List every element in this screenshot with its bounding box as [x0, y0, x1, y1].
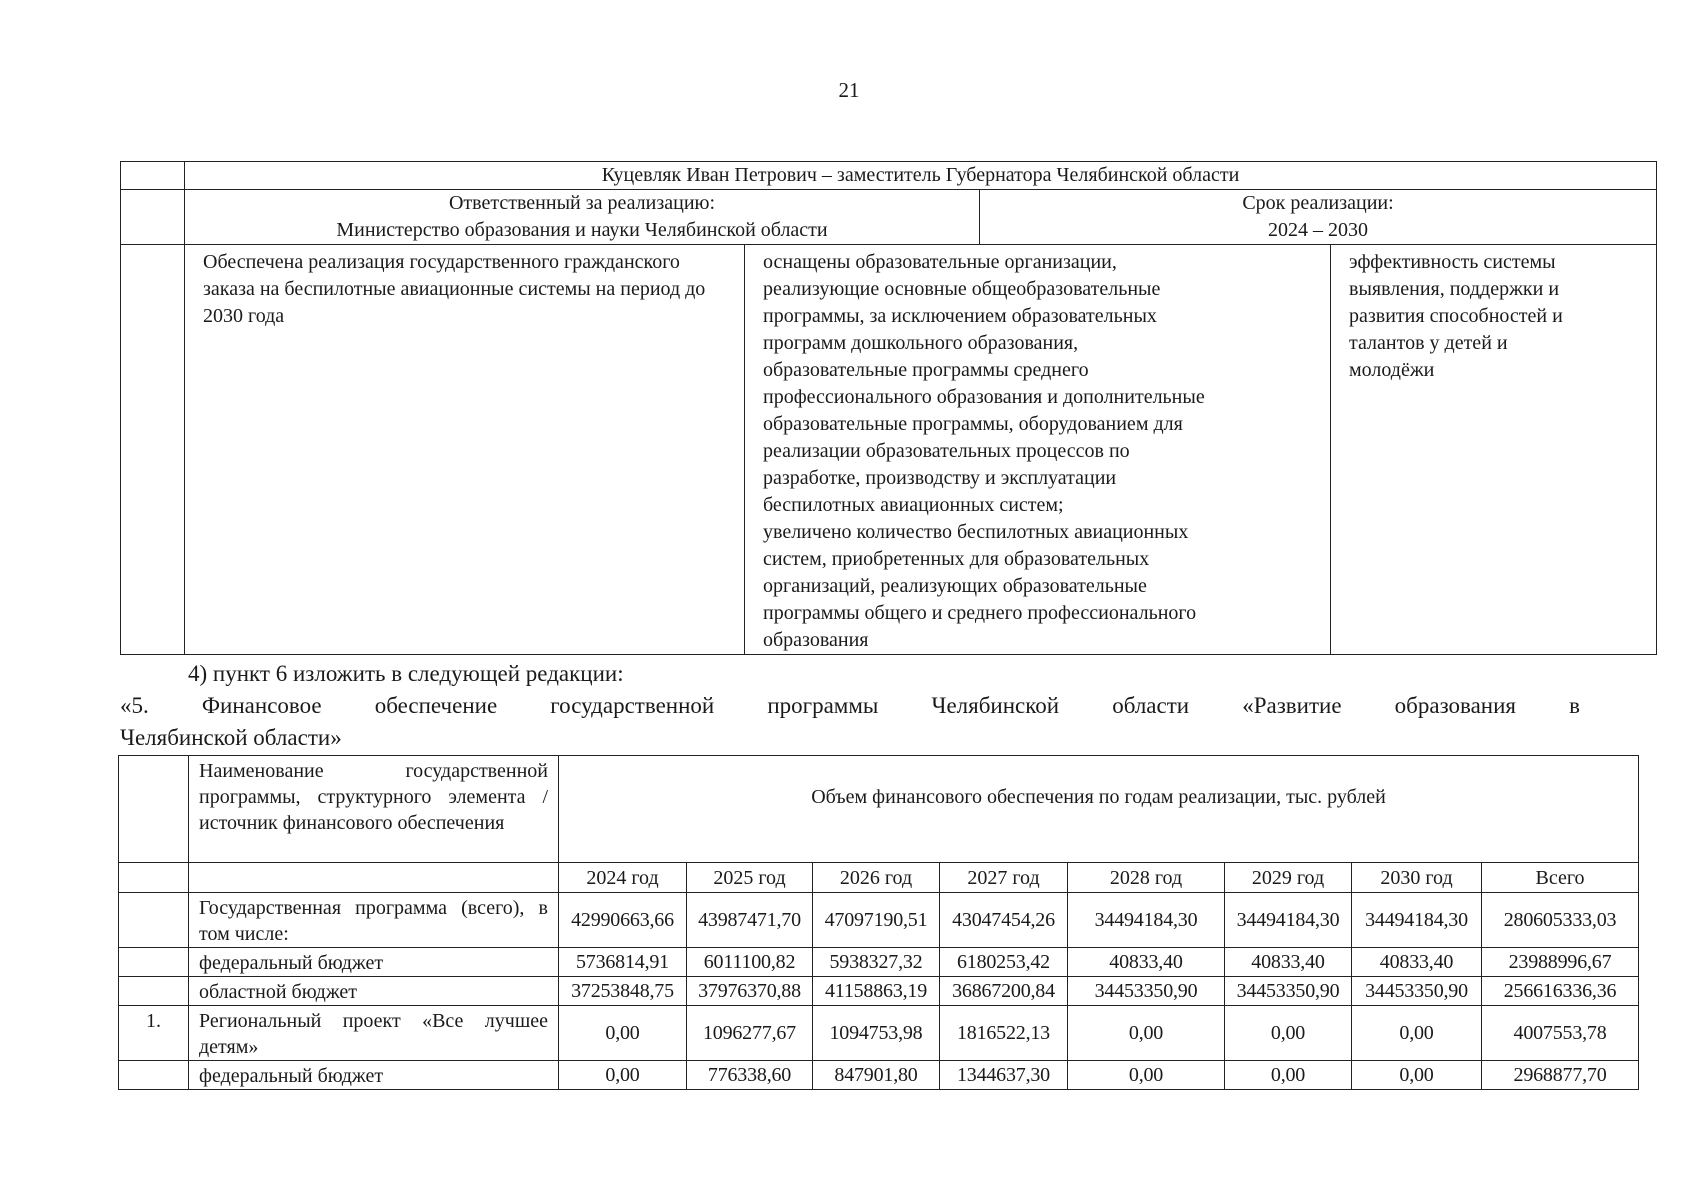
result-line: организаций, реализующих образовательные [763, 575, 1147, 597]
empty-cell [121, 245, 185, 655]
table-row [119, 893, 1639, 948]
result-line: систем, приобретенных для образовательных [763, 548, 1150, 570]
value-cell: 34494184,30 [1225, 893, 1352, 948]
indicator-line: талантов у детей и [1349, 332, 1508, 354]
structural-element-table [120, 161, 1657, 655]
result-line: оснащены образовательные организации, [763, 251, 1117, 273]
table-row [119, 977, 1639, 1006]
table-row [119, 1006, 1639, 1061]
volume-header: Объем финансового обеспечения по годам реализации, тыс. рублей [559, 756, 1639, 863]
responsible-value: Министерство образования и науки Челябинской области [336, 219, 828, 241]
term-cell [980, 190, 1657, 245]
empty-cell [121, 162, 185, 190]
table-row [119, 1061, 1639, 1090]
term-label: Срок реализации: [1242, 192, 1394, 214]
result-line: образования [763, 629, 869, 651]
amendment-item: 4) пункт 6 изложить в следующей редакции: [188, 661, 624, 686]
value-cell: 43047454,26 [940, 893, 1068, 948]
total-cell: 280605333,03 [1482, 893, 1639, 948]
value-cell: 40833,40 [1352, 948, 1482, 977]
total-cell: 23988996,67 [1482, 948, 1639, 977]
row-number [119, 948, 189, 977]
result-line: реализации образовательных процессов по [763, 440, 1130, 462]
value-cell: 0,00 [1225, 1061, 1352, 1090]
year-header: 2025 год [687, 863, 813, 893]
year-header: 2027 год [940, 863, 1068, 893]
value-cell: 36867200,84 [940, 977, 1068, 1006]
value-cell: 0,00 [1352, 1006, 1482, 1061]
value-cell: 1094753,98 [813, 1006, 940, 1061]
value-cell: 34453350,90 [1352, 977, 1482, 1006]
result-line: программ дошкольного образования, [763, 332, 1079, 354]
total-cell: 256616336,36 [1482, 977, 1639, 1006]
value-cell: 0,00 [1068, 1006, 1225, 1061]
row-name: Государственная программа (всего), в том числе: [189, 893, 559, 948]
value-cell: 34453350,90 [1225, 977, 1352, 1006]
value-cell: 0,00 [1352, 1061, 1482, 1090]
result-line: профессионального образования и дополнительные [763, 386, 1205, 408]
page-number: 21 [838, 78, 860, 102]
value-cell: 5938327,32 [813, 948, 940, 977]
table-row [119, 948, 1639, 977]
value-cell: 0,00 [559, 1006, 687, 1061]
indicator-line: развития способностей и [1349, 305, 1563, 327]
result-line: образовательные программы среднего [763, 359, 1089, 381]
section-heading-line1: «5. Финансовое обеспечение государственной программы Челябинской области «Развитие образования в [120, 693, 1580, 718]
year-header: 2029 год [1225, 863, 1352, 893]
row-name: Региональный проект «Все лучшее детям» [189, 1006, 559, 1061]
value-cell: 43987471,70 [687, 893, 813, 948]
value-cell: 34453350,90 [1068, 977, 1225, 1006]
value-cell: 847901,80 [813, 1061, 940, 1090]
value-cell: 6180253,42 [940, 948, 1068, 977]
financing-table [118, 755, 1639, 1090]
result-line: увеличено количество беспилотных авиационных [763, 521, 1189, 543]
total-header: Всего [1482, 863, 1639, 893]
value-cell: 5736814,91 [559, 948, 687, 977]
year-header: 2026 год [813, 863, 940, 893]
value-cell: 41158863,19 [813, 977, 940, 1006]
responsible-cell [185, 190, 980, 245]
value-cell: 1816522,13 [940, 1006, 1068, 1061]
responsible-label: Ответственный за реализацию: [448, 192, 716, 214]
value-cell: 37976370,88 [687, 977, 813, 1006]
result-line: программы общего и среднего профессионального [763, 602, 1197, 624]
year-header: 2028 год [1068, 863, 1225, 893]
result-line: разработке, производству и эксплуатации [763, 467, 1117, 489]
row-number [119, 893, 189, 948]
value-cell: 40833,40 [1225, 948, 1352, 977]
row-name: областной бюджет [189, 977, 559, 1006]
indicator-line: молодёжи [1349, 359, 1435, 381]
task-cell: Обеспечена реализация государственного гражданского заказа на беспилотные авиационные системы на период до 2030 года [185, 245, 745, 655]
value-cell: 42990663,66 [559, 893, 687, 948]
row-name: федеральный бюджет [189, 948, 559, 977]
value-cell: 1344637,30 [940, 1061, 1068, 1090]
results-cell [745, 245, 1331, 655]
indicator-line: эффективность системы [1349, 251, 1556, 273]
result-line: программы, за исключением образовательных [763, 305, 1157, 327]
empty-cell [121, 190, 185, 245]
value-cell: 776338,60 [687, 1061, 813, 1090]
term-value: 2024 – 2030 [1268, 219, 1368, 241]
row-number: 1. [119, 1006, 189, 1061]
value-cell: 34494184,30 [1068, 893, 1225, 948]
value-cell: 47097190,51 [813, 893, 940, 948]
value-cell: 1096277,67 [687, 1006, 813, 1061]
row-number [119, 1061, 189, 1090]
name-header: Наименование государственной программы, структурного элемента / источник финансового обеспечения [189, 756, 559, 863]
value-cell: 6011100,82 [687, 948, 813, 977]
empty-cell [189, 863, 559, 893]
indicator-line: выявления, поддержки и [1349, 278, 1560, 300]
value-cell: 34494184,30 [1352, 893, 1482, 948]
value-cell: 0,00 [1225, 1006, 1352, 1061]
empty-cell [119, 863, 189, 893]
value-cell: 40833,40 [1068, 948, 1225, 977]
row-name: федеральный бюджет [189, 1061, 559, 1090]
value-cell: 0,00 [559, 1061, 687, 1090]
value-cell: 0,00 [1068, 1061, 1225, 1090]
empty-cell [119, 756, 189, 863]
year-header: 2024 год [559, 863, 687, 893]
year-header: 2030 год [1352, 863, 1482, 893]
result-line: беспилотных авиационных систем; [763, 494, 1064, 516]
total-cell: 2968877,70 [1482, 1061, 1639, 1090]
result-line: реализующие основные общеобразовательные [763, 278, 1161, 300]
value-cell: 37253848,75 [559, 977, 687, 1006]
indicator-cell [1331, 245, 1657, 655]
curator-cell: Куцевляк Иван Петрович – заместитель Губернатора Челябинской области [185, 162, 1657, 190]
total-cell: 4007553,78 [1482, 1006, 1639, 1061]
section-heading-line2: Челябинской области» [120, 725, 342, 750]
result-line: образовательные программы, оборудованием для [763, 413, 1183, 435]
row-number [119, 977, 189, 1006]
